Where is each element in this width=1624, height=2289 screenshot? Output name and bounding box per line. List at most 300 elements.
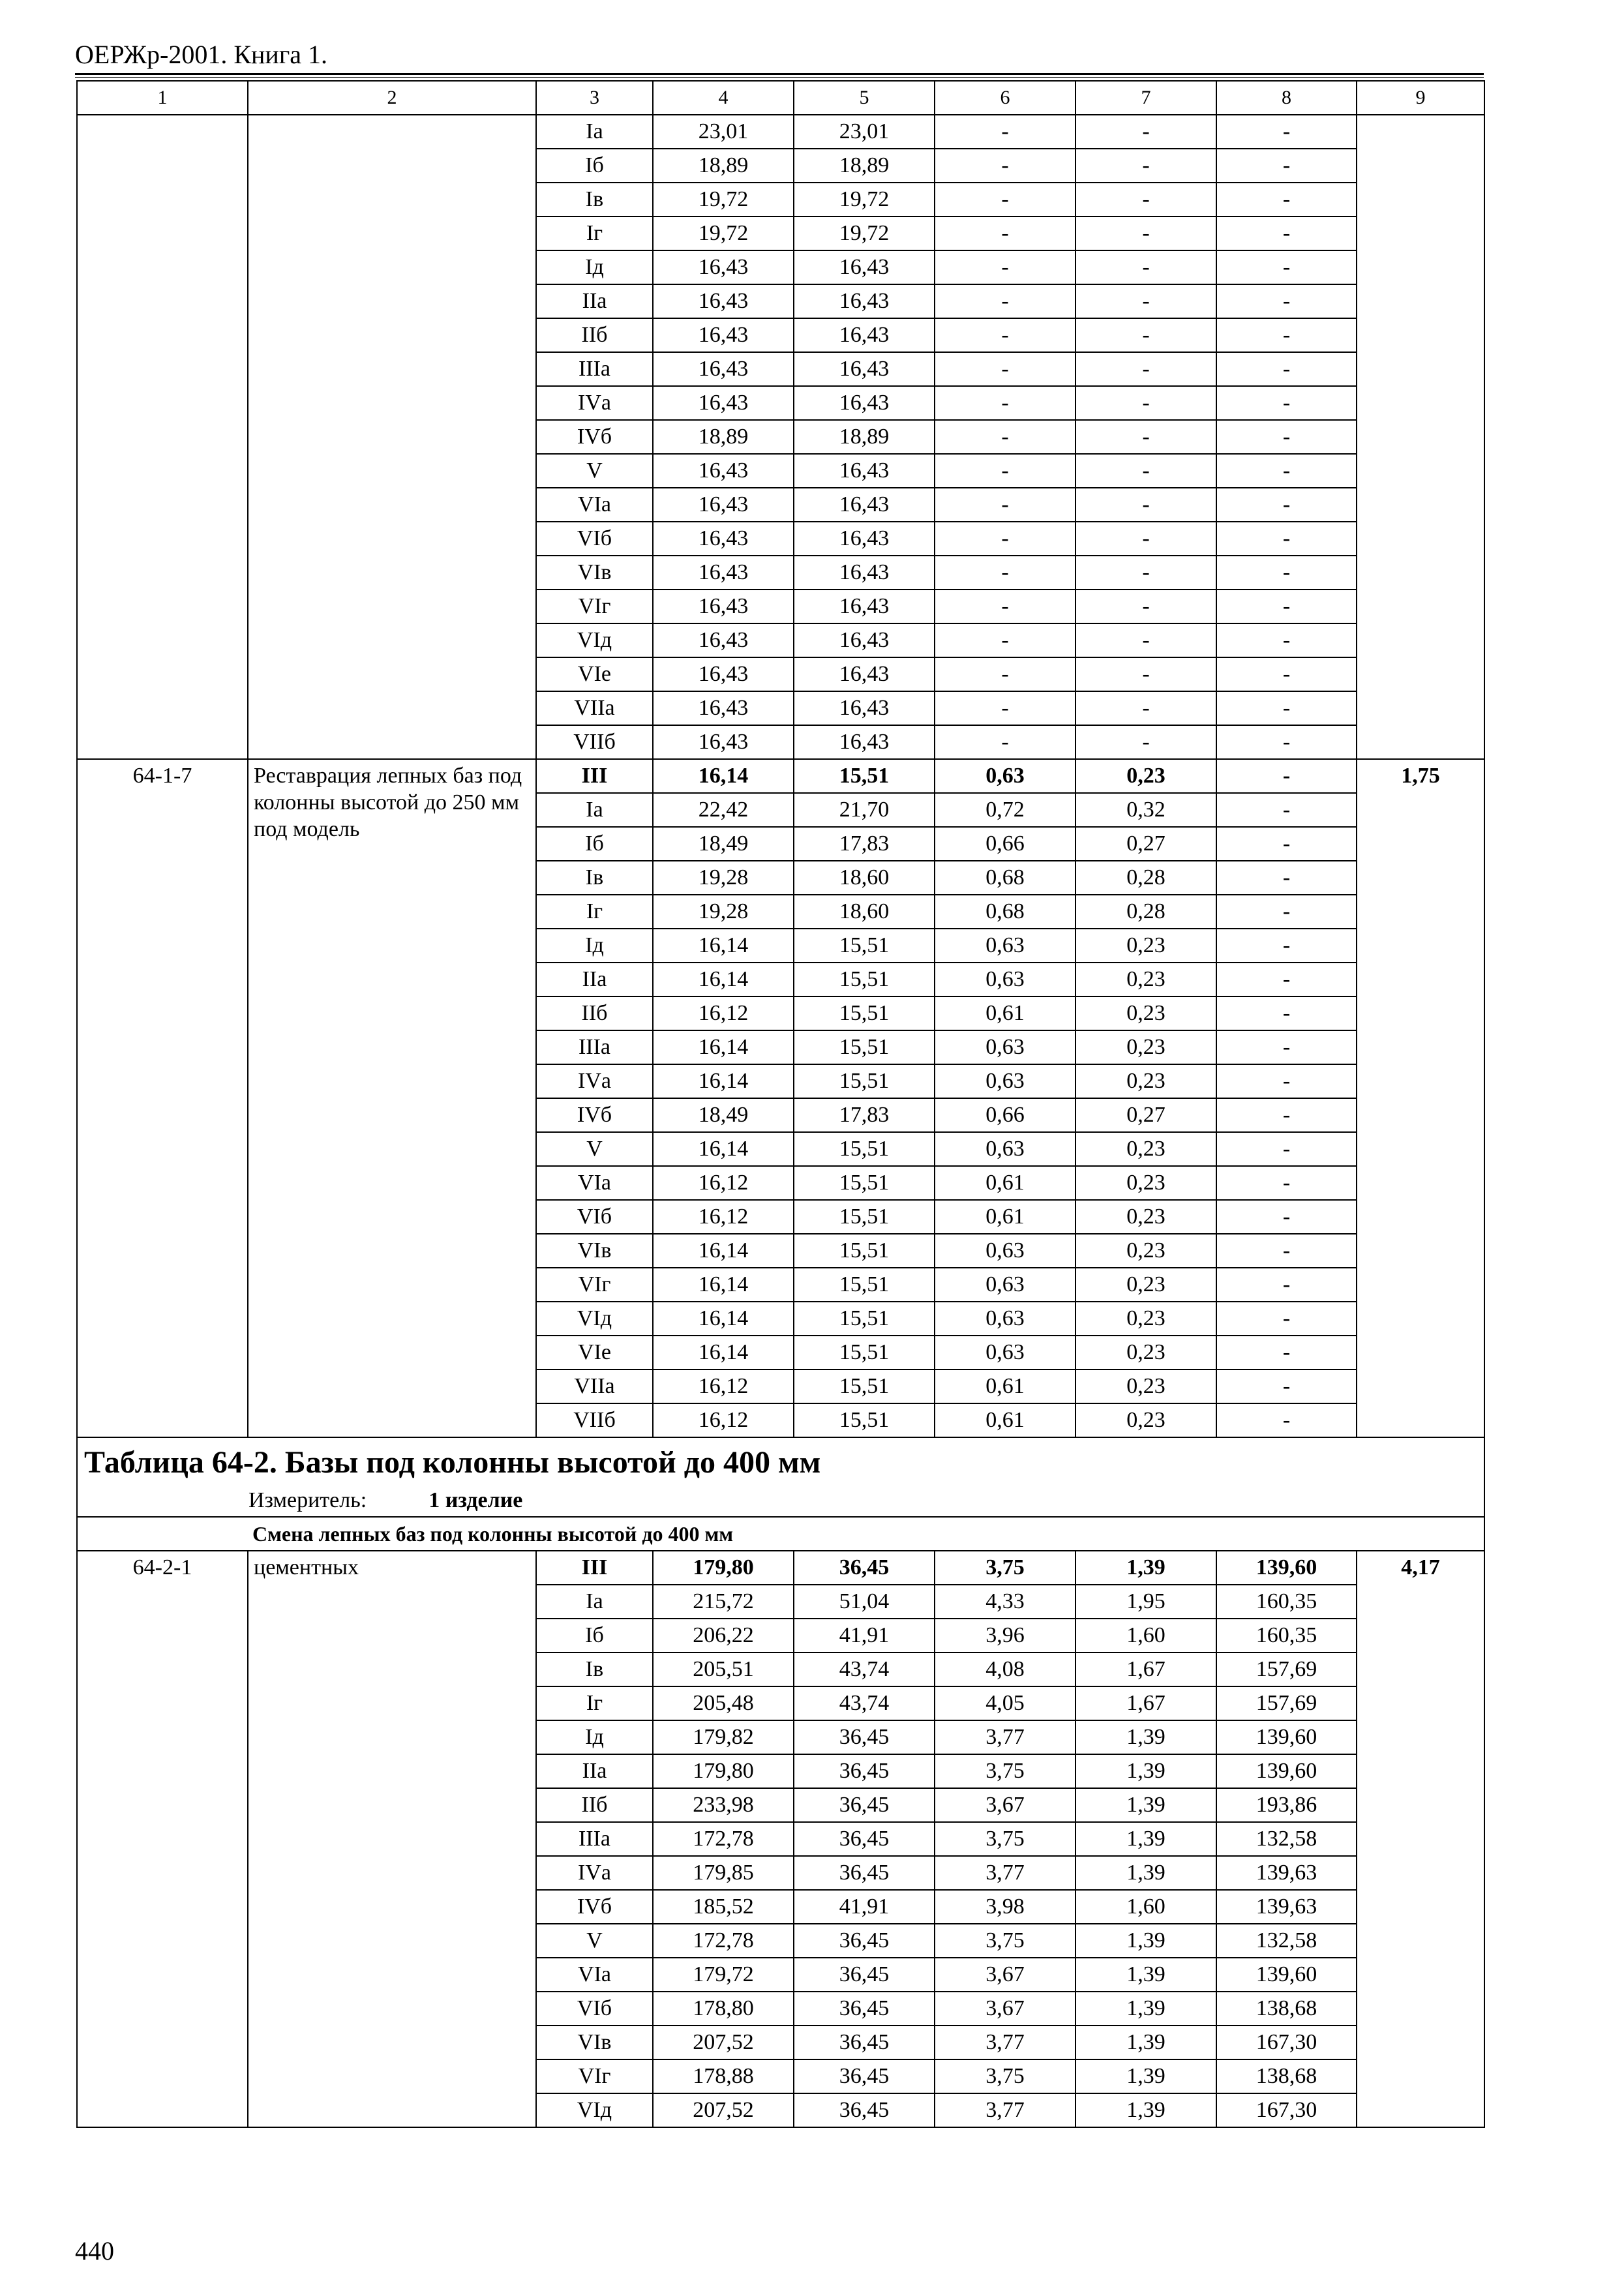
zone-cell: VIIа <box>536 1369 653 1403</box>
zone-cell: VIб <box>536 1992 653 2026</box>
drivers-wages-cell: 1,60 <box>1075 1619 1216 1653</box>
direct-costs-cell: 18,49 <box>653 1098 794 1132</box>
materials-cell: 167,30 <box>1216 2026 1357 2059</box>
section-title: Таблица 64-2. Базы под колонны высотой до 400 мм <box>84 1445 821 1480</box>
column-number-cell: 9 <box>1357 81 1484 115</box>
drivers-wages-cell: 1,95 <box>1075 1585 1216 1619</box>
materials-cell: 138,68 <box>1216 2059 1357 2093</box>
zone-cell: V <box>536 1924 653 1958</box>
item-description-cell: цементных <box>248 1551 536 2127</box>
zone-cell: Iв <box>536 183 653 217</box>
wages-cell: 15,51 <box>794 759 935 793</box>
direct-costs-cell: 16,14 <box>653 1030 794 1064</box>
materials-cell: - <box>1216 895 1357 929</box>
zone-cell: III <box>536 759 653 793</box>
zone-cell: IIб <box>536 996 653 1030</box>
drivers-wages-cell: 1,39 <box>1075 2026 1216 2059</box>
machines-cell: - <box>935 352 1075 386</box>
materials-cell: - <box>1216 657 1357 691</box>
materials-cell: - <box>1216 556 1357 590</box>
machines-cell: 3,67 <box>935 1788 1075 1822</box>
drivers-wages-cell: 0,23 <box>1075 1064 1216 1098</box>
materials-cell: - <box>1216 1268 1357 1302</box>
wages-cell: 15,51 <box>794 1200 935 1234</box>
materials-cell: 157,69 <box>1216 1686 1357 1720</box>
zone-cell: Iв <box>536 861 653 895</box>
wages-cell: 19,72 <box>794 217 935 250</box>
drivers-wages-cell: 1,39 <box>1075 1856 1216 1890</box>
materials-cell: 139,63 <box>1216 1856 1357 1890</box>
wages-cell: 16,43 <box>794 488 935 522</box>
materials-cell: - <box>1216 1336 1357 1369</box>
materials-cell: - <box>1216 691 1357 725</box>
machines-cell: 0,63 <box>935 1064 1075 1098</box>
machines-cell: - <box>935 115 1075 149</box>
zone-cell: VIб <box>536 1200 653 1234</box>
machines-cell: 3,67 <box>935 1958 1075 1992</box>
wages-cell: 43,74 <box>794 1686 935 1720</box>
materials-cell: - <box>1216 1030 1357 1064</box>
machines-cell: - <box>935 250 1075 284</box>
drivers-wages-cell: 0,23 <box>1075 996 1216 1030</box>
materials-cell: - <box>1216 623 1357 657</box>
direct-costs-cell: 16,14 <box>653 1302 794 1336</box>
zone-cell: VIа <box>536 1958 653 1992</box>
wages-cell: 16,43 <box>794 623 935 657</box>
wages-cell: 16,43 <box>794 691 935 725</box>
materials-cell: - <box>1216 386 1357 420</box>
drivers-wages-cell: - <box>1075 454 1216 488</box>
zone-cell: V <box>536 1132 653 1166</box>
wages-cell: 15,51 <box>794 1302 935 1336</box>
zone-cell: IIа <box>536 963 653 996</box>
zone-cell: IIIа <box>536 1822 653 1856</box>
machines-cell: 0,68 <box>935 861 1075 895</box>
zone-cell: Iв <box>536 1653 653 1686</box>
code-cell-empty <box>77 115 248 759</box>
materials-cell: - <box>1216 149 1357 183</box>
wages-cell: 16,43 <box>794 352 935 386</box>
machines-cell: 4,33 <box>935 1585 1075 1619</box>
direct-costs-cell: 205,48 <box>653 1686 794 1720</box>
drivers-wages-cell: 0,23 <box>1075 1268 1216 1302</box>
machines-cell: 3,75 <box>935 2059 1075 2093</box>
zone-cell: Iг <box>536 1686 653 1720</box>
zone-cell: VIIб <box>536 1403 653 1437</box>
drivers-wages-cell: 0,28 <box>1075 895 1216 929</box>
machines-cell: - <box>935 284 1075 318</box>
wages-cell: 15,51 <box>794 1369 935 1403</box>
wages-cell: 19,72 <box>794 183 935 217</box>
wages-cell: 36,45 <box>794 1992 935 2026</box>
materials-cell: 157,69 <box>1216 1653 1357 1686</box>
zone-cell: VIб <box>536 522 653 556</box>
direct-costs-cell: 16,14 <box>653 759 794 793</box>
direct-costs-cell: 16,43 <box>653 590 794 623</box>
drivers-wages-cell: - <box>1075 115 1216 149</box>
zone-cell: IVб <box>536 1890 653 1924</box>
wages-cell: 15,51 <box>794 1403 935 1437</box>
item-description-cell: Реставрация лепных баз под колонны высотой до 250 мм под модель <box>248 759 536 1437</box>
zone-cell: Iд <box>536 250 653 284</box>
direct-costs-cell: 185,52 <box>653 1890 794 1924</box>
materials-cell: - <box>1216 420 1357 454</box>
column-number-cell: 4 <box>653 81 794 115</box>
drivers-wages-cell: 0,23 <box>1075 1132 1216 1166</box>
machines-cell: 3,98 <box>935 1890 1075 1924</box>
machines-cell: 0,61 <box>935 1403 1075 1437</box>
drivers-wages-cell: - <box>1075 556 1216 590</box>
drivers-wages-cell: 0,32 <box>1075 793 1216 827</box>
zone-cell: Iг <box>536 895 653 929</box>
unit-label: Измеритель: <box>248 1488 367 1512</box>
zone-cell: VIд <box>536 623 653 657</box>
drivers-wages-cell: 1,39 <box>1075 1551 1216 1585</box>
drivers-wages-cell: 1,39 <box>1075 1754 1216 1788</box>
machines-cell: - <box>935 623 1075 657</box>
materials-cell: 139,60 <box>1216 1958 1357 1992</box>
subheading-cell: Смена лепных баз под колонны высотой до 400 мм <box>77 1517 1484 1551</box>
materials-cell: - <box>1216 793 1357 827</box>
wages-cell: 41,91 <box>794 1890 935 1924</box>
materials-cell: 138,68 <box>1216 1992 1357 2026</box>
direct-costs-cell: 16,43 <box>653 725 794 759</box>
machines-cell: 0,72 <box>935 793 1075 827</box>
column-number-cell: 8 <box>1216 81 1357 115</box>
wages-cell: 15,51 <box>794 1234 935 1268</box>
materials-cell: - <box>1216 217 1357 250</box>
zone-cell: Iа <box>536 115 653 149</box>
materials-cell: - <box>1216 1132 1357 1166</box>
drivers-wages-cell: - <box>1075 183 1216 217</box>
zone-cell: III <box>536 1551 653 1585</box>
unit-line <box>248 1488 1484 1513</box>
direct-costs-cell: 19,72 <box>653 183 794 217</box>
zone-cell: IIб <box>536 1788 653 1822</box>
machines-cell: 3,77 <box>935 2026 1075 2059</box>
zone-cell: Iа <box>536 1585 653 1619</box>
direct-costs-cell: 172,78 <box>653 1822 794 1856</box>
wages-cell: 16,43 <box>794 590 935 623</box>
materials-cell: 139,60 <box>1216 1551 1357 1585</box>
direct-costs-cell: 16,43 <box>653 488 794 522</box>
machines-cell: 3,96 <box>935 1619 1075 1653</box>
zone-cell: IIб <box>536 318 653 352</box>
machines-cell: 0,63 <box>935 929 1075 963</box>
direct-costs-cell: 16,43 <box>653 556 794 590</box>
drivers-wages-cell: 1,39 <box>1075 2093 1216 2127</box>
materials-cell: - <box>1216 522 1357 556</box>
machines-cell: 0,63 <box>935 1268 1075 1302</box>
drivers-wages-cell: 0,23 <box>1075 759 1216 793</box>
machines-cell: 3,77 <box>935 1720 1075 1754</box>
materials-cell: 160,35 <box>1216 1585 1357 1619</box>
column-number-cell: 7 <box>1075 81 1216 115</box>
wages-cell: 16,43 <box>794 318 935 352</box>
zone-cell: V <box>536 454 653 488</box>
materials-cell: - <box>1216 1234 1357 1268</box>
zone-cell: VIв <box>536 556 653 590</box>
section-header-row <box>77 1437 1484 1517</box>
machines-cell: 0,68 <box>935 895 1075 929</box>
wages-cell: 36,45 <box>794 1924 935 1958</box>
drivers-wages-cell: 0,23 <box>1075 1336 1216 1369</box>
zone-cell: Iд <box>536 1720 653 1754</box>
zone-cell: Iа <box>536 793 653 827</box>
zone-cell: VIIб <box>536 725 653 759</box>
direct-costs-cell: 179,80 <box>653 1754 794 1788</box>
drivers-wages-cell: 1,39 <box>1075 1788 1216 1822</box>
direct-costs-cell: 233,98 <box>653 1788 794 1822</box>
zone-cell: VIг <box>536 590 653 623</box>
item-code-cell: 64-2-1 <box>77 1551 248 2127</box>
wages-cell: 16,43 <box>794 250 935 284</box>
drivers-wages-cell: 1,67 <box>1075 1653 1216 1686</box>
drivers-wages-cell: - <box>1075 352 1216 386</box>
zone-cell: IVа <box>536 386 653 420</box>
zone-cell: Iг <box>536 217 653 250</box>
header-rule-thin <box>75 77 1484 78</box>
machines-cell: - <box>935 420 1075 454</box>
direct-costs-cell: 16,14 <box>653 1268 794 1302</box>
wages-cell: 15,51 <box>794 1166 935 1200</box>
wages-cell: 43,74 <box>794 1653 935 1686</box>
wages-cell: 18,89 <box>794 149 935 183</box>
direct-costs-cell: 19,72 <box>653 217 794 250</box>
drivers-wages-cell: 0,23 <box>1075 1030 1216 1064</box>
materials-cell: - <box>1216 861 1357 895</box>
materials-cell: 139,60 <box>1216 1754 1357 1788</box>
materials-cell: - <box>1216 1369 1357 1403</box>
direct-costs-cell: 207,52 <box>653 2093 794 2127</box>
item-code-cell: 64-1-7 <box>77 759 248 1437</box>
direct-costs-cell: 22,42 <box>653 793 794 827</box>
zone-cell: Iб <box>536 149 653 183</box>
drivers-wages-cell: 1,39 <box>1075 1822 1216 1856</box>
col9-value-cell: 4,17 <box>1357 1551 1484 2127</box>
drivers-wages-cell: 0,27 <box>1075 827 1216 861</box>
materials-cell: - <box>1216 929 1357 963</box>
materials-cell: - <box>1216 115 1357 149</box>
direct-costs-cell: 16,43 <box>653 250 794 284</box>
zone-cell: IIа <box>536 1754 653 1788</box>
direct-costs-cell: 19,28 <box>653 861 794 895</box>
zone-cell: IVа <box>536 1856 653 1890</box>
description-cell-empty <box>248 115 536 759</box>
machines-cell: - <box>935 183 1075 217</box>
zone-cell: VIе <box>536 657 653 691</box>
zone-cell: VIд <box>536 2093 653 2127</box>
direct-costs-cell: 179,82 <box>653 1720 794 1754</box>
direct-costs-cell: 16,14 <box>653 963 794 996</box>
materials-cell: - <box>1216 352 1357 386</box>
materials-cell: 193,86 <box>1216 1788 1357 1822</box>
machines-cell: - <box>935 590 1075 623</box>
wages-cell: 36,45 <box>794 2059 935 2093</box>
direct-costs-cell: 16,43 <box>653 623 794 657</box>
price-table <box>76 80 1485 2128</box>
machines-cell: 0,63 <box>935 1132 1075 1166</box>
column-number-cell: 3 <box>536 81 653 115</box>
wages-cell: 15,51 <box>794 1268 935 1302</box>
direct-costs-cell: 16,43 <box>653 386 794 420</box>
drivers-wages-cell: - <box>1075 657 1216 691</box>
machines-cell: 4,08 <box>935 1653 1075 1686</box>
materials-cell: - <box>1216 1200 1357 1234</box>
materials-cell: - <box>1216 1302 1357 1336</box>
wages-cell: 18,60 <box>794 895 935 929</box>
drivers-wages-cell: 0,28 <box>1075 861 1216 895</box>
drivers-wages-cell: - <box>1075 284 1216 318</box>
zone-cell: VIе <box>536 1336 653 1369</box>
direct-costs-cell: 16,14 <box>653 929 794 963</box>
machines-cell: - <box>935 522 1075 556</box>
direct-costs-cell: 16,43 <box>653 657 794 691</box>
materials-cell: - <box>1216 284 1357 318</box>
materials-cell: - <box>1216 590 1357 623</box>
header-rule <box>75 73 1484 75</box>
drivers-wages-cell: 0,23 <box>1075 963 1216 996</box>
machines-cell: 4,05 <box>935 1686 1075 1720</box>
zone-cell: Iб <box>536 827 653 861</box>
drivers-wages-cell: 1,67 <box>1075 1686 1216 1720</box>
wages-cell: 15,51 <box>794 1030 935 1064</box>
materials-cell: - <box>1216 1064 1357 1098</box>
direct-costs-cell: 16,43 <box>653 454 794 488</box>
zone-cell: IIIа <box>536 352 653 386</box>
direct-costs-cell: 16,14 <box>653 1064 794 1098</box>
direct-costs-cell: 205,51 <box>653 1653 794 1686</box>
drivers-wages-cell: 1,39 <box>1075 2059 1216 2093</box>
machines-cell: 3,77 <box>935 2093 1075 2127</box>
wages-cell: 36,45 <box>794 1551 935 1585</box>
zone-cell: VIа <box>536 488 653 522</box>
zone-cell: VIIа <box>536 691 653 725</box>
zone-cell: IVб <box>536 420 653 454</box>
wages-cell: 36,45 <box>794 1958 935 1992</box>
direct-costs-cell: 16,43 <box>653 318 794 352</box>
machines-cell: 3,75 <box>935 1551 1075 1585</box>
zone-cell: IVа <box>536 1064 653 1098</box>
wages-cell: 41,91 <box>794 1619 935 1653</box>
table-row <box>77 1551 1484 1585</box>
machines-cell: - <box>935 725 1075 759</box>
drivers-wages-cell: - <box>1075 488 1216 522</box>
wages-cell: 16,43 <box>794 522 935 556</box>
drivers-wages-cell: - <box>1075 386 1216 420</box>
zone-cell: Iб <box>536 1619 653 1653</box>
machines-cell: - <box>935 318 1075 352</box>
machines-cell: - <box>935 691 1075 725</box>
materials-cell: - <box>1216 183 1357 217</box>
drivers-wages-cell: - <box>1075 691 1216 725</box>
machines-cell: - <box>935 657 1075 691</box>
materials-cell: - <box>1216 454 1357 488</box>
drivers-wages-cell: 0,23 <box>1075 1302 1216 1336</box>
wages-cell: 16,43 <box>794 386 935 420</box>
direct-costs-cell: 178,88 <box>653 2059 794 2093</box>
direct-costs-cell: 16,12 <box>653 996 794 1030</box>
direct-costs-cell: 23,01 <box>653 115 794 149</box>
wages-cell: 36,45 <box>794 1754 935 1788</box>
machines-cell: 0,61 <box>935 1166 1075 1200</box>
zone-cell: IIа <box>536 284 653 318</box>
materials-cell: - <box>1216 1403 1357 1437</box>
drivers-wages-cell: - <box>1075 217 1216 250</box>
wages-cell: 36,45 <box>794 1720 935 1754</box>
wages-cell: 18,60 <box>794 861 935 895</box>
machines-cell: - <box>935 149 1075 183</box>
page-header-title: ОЕРЖр-2001. Книга 1. <box>75 40 327 69</box>
machines-cell: 0,63 <box>935 759 1075 793</box>
materials-cell: - <box>1216 250 1357 284</box>
materials-cell: - <box>1216 963 1357 996</box>
machines-cell: 0,61 <box>935 1369 1075 1403</box>
zone-cell: VIг <box>536 2059 653 2093</box>
column-number-cell: 6 <box>935 81 1075 115</box>
drivers-wages-cell: - <box>1075 420 1216 454</box>
wages-cell: 15,51 <box>794 929 935 963</box>
machines-cell: - <box>935 386 1075 420</box>
materials-cell: - <box>1216 996 1357 1030</box>
wages-cell: 16,43 <box>794 284 935 318</box>
wages-cell: 15,51 <box>794 996 935 1030</box>
column-number-cell: 5 <box>794 81 935 115</box>
direct-costs-cell: 16,14 <box>653 1336 794 1369</box>
direct-costs-cell: 179,72 <box>653 1958 794 1992</box>
subheading-row <box>77 1517 1484 1551</box>
machines-cell: 0,63 <box>935 1302 1075 1336</box>
machines-cell: 3,77 <box>935 1856 1075 1890</box>
col9-cell-empty <box>1357 115 1484 759</box>
materials-cell: 167,30 <box>1216 2093 1357 2127</box>
direct-costs-cell: 179,80 <box>653 1551 794 1585</box>
column-number-row <box>77 81 1484 115</box>
wages-cell: 23,01 <box>794 115 935 149</box>
wages-cell: 17,83 <box>794 1098 935 1132</box>
wages-cell: 15,51 <box>794 963 935 996</box>
drivers-wages-cell: - <box>1075 250 1216 284</box>
wages-cell: 51,04 <box>794 1585 935 1619</box>
drivers-wages-cell: - <box>1075 318 1216 352</box>
machines-cell: 0,66 <box>935 827 1075 861</box>
machines-cell: 0,63 <box>935 1336 1075 1369</box>
wages-cell: 16,43 <box>794 657 935 691</box>
direct-costs-cell: 215,72 <box>653 1585 794 1619</box>
wages-cell: 36,45 <box>794 2093 935 2127</box>
direct-costs-cell: 16,12 <box>653 1369 794 1403</box>
wages-cell: 18,89 <box>794 420 935 454</box>
table-row <box>77 759 1484 793</box>
machines-cell: 3,75 <box>935 1754 1075 1788</box>
materials-cell: - <box>1216 318 1357 352</box>
column-number-cell: 2 <box>248 81 536 115</box>
direct-costs-cell: 16,43 <box>653 522 794 556</box>
direct-costs-cell: 206,22 <box>653 1619 794 1653</box>
direct-costs-cell: 207,52 <box>653 2026 794 2059</box>
wages-cell: 15,51 <box>794 1064 935 1098</box>
direct-costs-cell: 178,80 <box>653 1992 794 2026</box>
page-number: 440 <box>75 2236 114 2266</box>
direct-costs-cell: 16,12 <box>653 1403 794 1437</box>
drivers-wages-cell: - <box>1075 590 1216 623</box>
drivers-wages-cell: 1,39 <box>1075 1958 1216 1992</box>
machines-cell: 3,67 <box>935 1992 1075 2026</box>
direct-costs-cell: 16,43 <box>653 284 794 318</box>
wages-cell: 16,43 <box>794 454 935 488</box>
drivers-wages-cell: - <box>1075 149 1216 183</box>
machines-cell: 0,61 <box>935 1200 1075 1234</box>
